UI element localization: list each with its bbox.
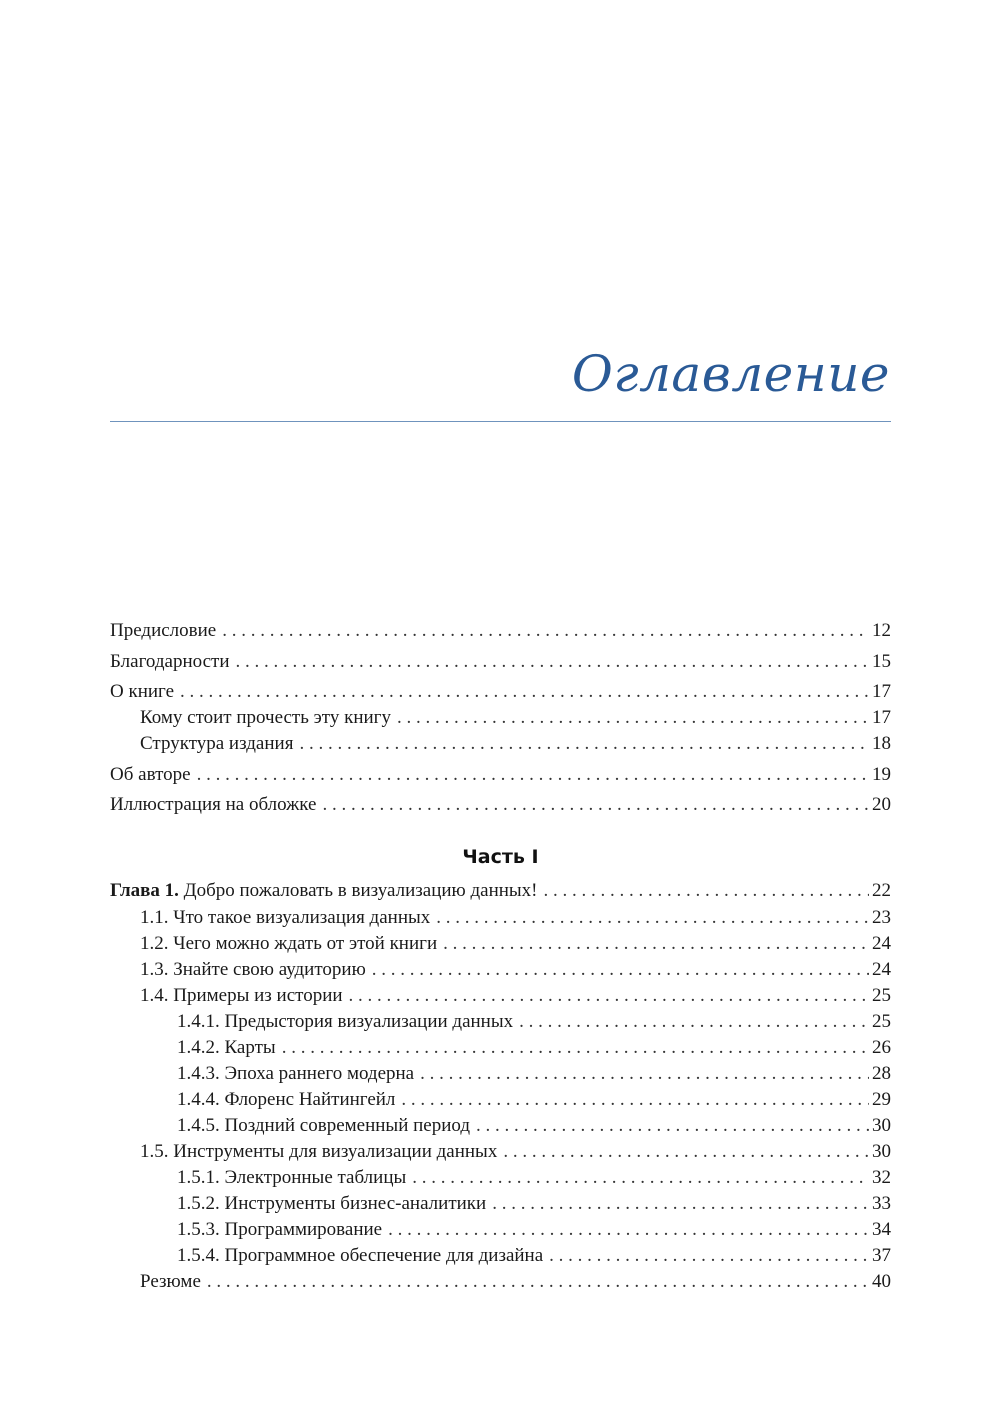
toc-entry-page: 24 <box>872 959 891 980</box>
toc-entry-subsection[interactable] <box>177 1167 891 1191</box>
toc-entry-section[interactable] <box>140 907 891 931</box>
title-divider <box>110 421 891 422</box>
toc-entry-label: Резюме <box>140 1271 201 1292</box>
toc-entry-label: 1.5.3. Программирование <box>177 1219 383 1240</box>
toc-entry-about-author[interactable] <box>110 764 891 788</box>
toc-entry-page: 12 <box>872 620 891 641</box>
dot-leader <box>412 1167 869 1189</box>
toc-entry-page: 18 <box>872 733 891 754</box>
toc-entry-subsection[interactable] <box>177 1115 891 1139</box>
chapter-title: Добро пожаловать в визуализацию данных! <box>183 880 538 901</box>
dot-leader <box>544 880 870 902</box>
toc-entry-page: 23 <box>872 907 891 928</box>
dot-leader <box>299 733 869 755</box>
dot-leader <box>222 620 869 642</box>
toc-entry-structure[interactable] <box>140 733 891 757</box>
dot-leader <box>372 959 869 981</box>
dot-leader <box>436 907 869 929</box>
dot-leader <box>401 1089 869 1111</box>
toc-entry-label: Иллюстрация на обложке <box>110 794 317 815</box>
toc-entry-preface[interactable] <box>110 620 891 644</box>
toc-entry-page: 33 <box>872 1193 891 1214</box>
toc-entry-page: 22 <box>872 880 891 901</box>
toc-entry-subsection[interactable] <box>177 1193 891 1217</box>
dot-leader <box>443 933 869 955</box>
toc-entry-subsection[interactable] <box>177 1011 891 1035</box>
toc-entry-label: 1.4.5. Поздний современный период <box>177 1115 471 1136</box>
toc-entry-page: 20 <box>872 794 891 815</box>
toc-entry-label: 1.4.1. Предыстория визуализации данных <box>177 1011 514 1032</box>
dot-leader <box>180 681 869 703</box>
dot-leader <box>282 1037 869 1059</box>
toc-entry-section[interactable] <box>140 933 891 957</box>
toc-entry-page: 34 <box>872 1219 891 1240</box>
toc-entry-cover-illustration[interactable] <box>110 794 891 818</box>
toc-entry-summary[interactable] <box>140 1271 891 1295</box>
toc-entry-page: 25 <box>872 1011 891 1032</box>
toc-entry-about-book[interactable] <box>110 681 891 705</box>
toc-entry-page: 15 <box>872 651 891 672</box>
part-heading: Часть I <box>462 846 539 868</box>
dot-leader <box>388 1219 869 1241</box>
toc-entry-page: 19 <box>872 764 891 785</box>
dot-leader <box>503 1141 869 1163</box>
dot-leader <box>207 1271 869 1293</box>
dot-leader <box>349 985 869 1007</box>
toc-entry-who-should-read[interactable] <box>140 707 891 731</box>
toc-entry-page: 25 <box>872 985 891 1006</box>
toc-entry-label: 1.2. Чего можно ждать от этой книги <box>140 933 438 954</box>
dot-leader <box>322 794 869 816</box>
toc-entry-label: 1.4.4. Флоренс Найтингейл <box>177 1089 396 1110</box>
toc-entry-label: Благодарности <box>110 651 230 672</box>
dot-leader <box>420 1063 869 1085</box>
toc-entry-label: 1.3. Знайте свою аудиторию <box>140 959 366 980</box>
toc-entry-label: 1.5.4. Программное обеспечение для дизайна <box>177 1245 544 1266</box>
toc-entry-subsection[interactable] <box>177 1063 891 1087</box>
toc-entry-subsection[interactable] <box>177 1037 891 1061</box>
dot-leader <box>492 1193 869 1215</box>
toc-entry-label: Структура издания <box>140 733 294 754</box>
toc-entry-label: Кому стоит прочесть эту книгу <box>140 707 391 728</box>
dot-leader <box>519 1011 869 1033</box>
dot-leader <box>397 707 869 729</box>
toc-entry-label: Предисловие <box>110 620 217 641</box>
toc-entry-label: 1.5. Инструменты для визуализации данных <box>140 1141 498 1162</box>
toc-entry-page: 24 <box>872 933 891 954</box>
dot-leader <box>236 651 870 673</box>
toc-entry-label: 1.5.1. Электронные таблицы <box>177 1167 407 1188</box>
toc-entry-page: 17 <box>872 681 891 702</box>
toc-entry-subsection[interactable] <box>177 1089 891 1113</box>
toc-entry-section[interactable] <box>140 959 891 983</box>
toc-entry-page: 32 <box>872 1167 891 1188</box>
toc-entry-section[interactable] <box>140 985 891 1009</box>
toc-entry-label: 1.1. Что такое визуализация данных <box>140 907 431 928</box>
toc-entry-label: 1.4. Примеры из истории <box>140 985 343 1006</box>
toc-entry-label: 1.5.2. Инструменты бизнес-аналитики <box>177 1193 487 1214</box>
toc-entry-page: 17 <box>872 707 891 728</box>
toc-entry-page: 26 <box>872 1037 891 1058</box>
page-title: Оглавление <box>571 345 890 403</box>
toc-entry-label: О книге <box>110 681 175 702</box>
toc-entry-label: 1.4.3. Эпоха раннего модерна <box>177 1063 415 1084</box>
toc-entry-subsection[interactable] <box>177 1219 891 1243</box>
chapter-prefix: Глава 1. <box>110 880 179 901</box>
toc-entry-label: Об авторе <box>110 764 191 785</box>
toc-entry-page: 30 <box>872 1115 891 1136</box>
toc-entry-page: 40 <box>872 1271 891 1292</box>
dot-leader <box>476 1115 869 1137</box>
toc-entry-page: 28 <box>872 1063 891 1084</box>
dot-leader <box>197 764 869 786</box>
toc-entry-section[interactable] <box>140 1141 891 1165</box>
toc-entry-subsection[interactable] <box>177 1245 891 1269</box>
toc-entry-acknowledgements[interactable] <box>110 651 891 675</box>
toc-entry-label <box>110 880 538 902</box>
toc-entry-page: 37 <box>872 1245 891 1266</box>
toc-entry-page: 29 <box>872 1089 891 1110</box>
toc-entry-page: 30 <box>872 1141 891 1162</box>
toc-entry-label: 1.4.2. Карты <box>177 1037 276 1058</box>
toc-entry-chapter-1[interactable] <box>110 880 891 904</box>
dot-leader <box>549 1245 869 1267</box>
